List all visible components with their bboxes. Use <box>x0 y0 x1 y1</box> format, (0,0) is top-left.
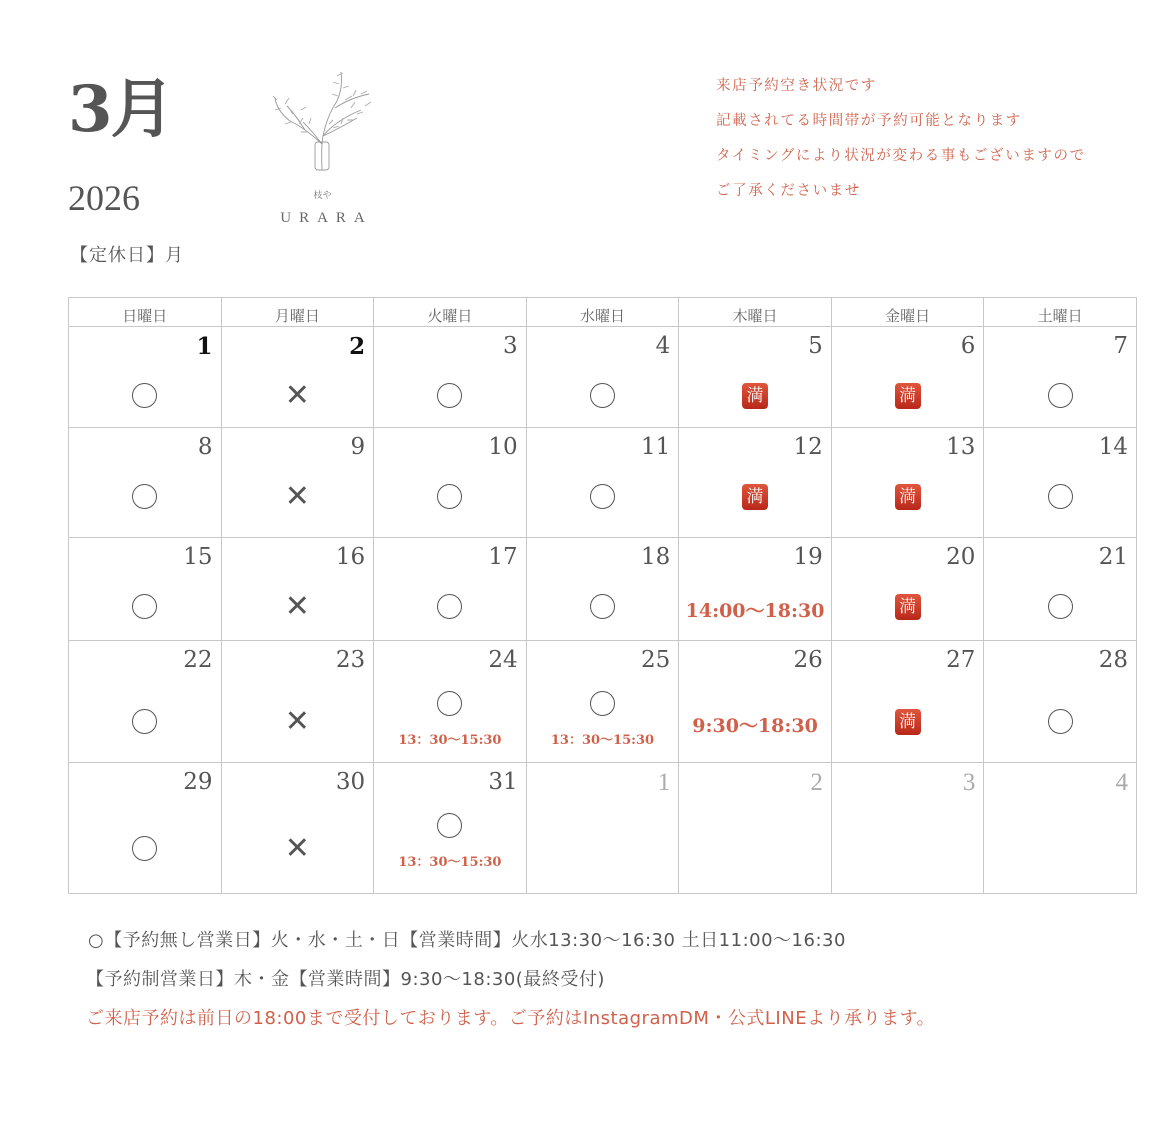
calendar-day-cell[interactable] <box>374 428 527 538</box>
time-note: 13：30〜15:30 <box>550 733 655 748</box>
day-number: 30 <box>335 769 366 795</box>
day-number: 24 <box>488 647 518 673</box>
calendar-day-cell[interactable] <box>679 327 832 428</box>
footer-info <box>88 928 935 1036</box>
available-mark <box>984 594 1136 623</box>
calendar-day-cell[interactable] <box>679 428 832 538</box>
notice-line: ご了承くださいませ <box>716 183 861 199</box>
reservation-days-info: 【予約制営業日】木・金【営業時間】9:30〜18:30(最終受付) <box>86 969 605 990</box>
day-number: 6 <box>960 333 976 359</box>
calendar-day-cell[interactable] <box>374 327 527 428</box>
calendar-day-cell[interactable] <box>831 428 984 538</box>
time-note: 13：30〜15:30 <box>398 733 502 748</box>
day-number: 22 <box>183 647 213 673</box>
fully-booked-mark <box>832 594 984 620</box>
available-time-slot: 14:00〜18:30 <box>685 600 825 622</box>
day-number: 17 <box>488 544 518 570</box>
calendar-week-row <box>69 763 1137 894</box>
circle-icon <box>1048 484 1073 509</box>
calendar-day-cell[interactable] <box>221 641 374 763</box>
logo-name: URARA <box>280 210 373 226</box>
fully-booked-mark <box>679 383 831 409</box>
calendar-day-cell[interactable] <box>984 641 1137 763</box>
available-mark <box>374 691 526 720</box>
available-mark <box>984 484 1136 513</box>
day-number: 21 <box>1098 544 1128 570</box>
notice-line: 記載されてる時間帯が予約可能となります <box>716 113 1022 129</box>
weekday-monday: 月曜日 <box>221 298 374 327</box>
calendar-day-cell[interactable] <box>69 327 222 428</box>
available-mark <box>69 836 221 865</box>
shop-logo <box>265 66 380 231</box>
circle-icon <box>590 484 615 509</box>
time-note: 13：30〜15:30 <box>398 855 502 870</box>
regular-holiday-label: 【定休日】月 <box>70 245 184 266</box>
circle-icon <box>437 691 462 716</box>
fully-booked-mark <box>679 484 831 510</box>
full-badge-icon: 満 <box>895 709 921 735</box>
day-number: 4 <box>655 333 671 359</box>
month-title: 3月 <box>68 72 173 147</box>
calendar-day-cell[interactable] <box>526 763 679 894</box>
day-number: 26 <box>793 647 823 673</box>
day-number: 18 <box>640 544 671 570</box>
cross-icon: ✕ <box>284 479 310 514</box>
calendar-week-row <box>69 538 1137 641</box>
day-number: 11 <box>640 434 671 460</box>
full-badge-icon: 満 <box>895 383 921 409</box>
day-number: 28 <box>1098 647 1128 673</box>
calendar-day-cell[interactable] <box>221 327 374 428</box>
cross-icon: ✕ <box>284 704 310 739</box>
day-number: 5 <box>808 333 823 359</box>
calendar-day-cell[interactable] <box>69 538 222 641</box>
calendar-day-cell[interactable] <box>831 538 984 641</box>
day-number: 1 <box>196 333 213 360</box>
available-mark <box>374 484 526 513</box>
available-mark <box>69 484 221 513</box>
calendar-day-cell[interactable] <box>374 538 527 641</box>
calendar-week-row <box>69 327 1137 428</box>
calendar-day-cell[interactable] <box>679 763 832 894</box>
full-badge-icon: 満 <box>895 594 921 620</box>
logo-subtitle: 枝や <box>313 191 332 201</box>
branch-in-vase-icon <box>265 66 380 186</box>
available-mark <box>374 594 526 623</box>
day-number: 16 <box>335 544 366 570</box>
weekday-saturday: 土曜日 <box>984 298 1137 327</box>
day-number: 13 <box>946 434 976 460</box>
closed-mark <box>222 704 374 739</box>
circle-icon <box>590 691 615 716</box>
calendar-day-cell[interactable] <box>221 538 374 641</box>
cross-icon: ✕ <box>284 378 310 413</box>
circle-icon <box>437 383 462 408</box>
circle-icon <box>437 813 462 838</box>
calendar-week-row <box>69 641 1137 763</box>
closed-mark <box>222 589 374 624</box>
available-mark <box>527 691 679 720</box>
reservation-deadline-info: ご来店予約は前日の18:00まで受付しております。ご予約はInstagramDM・公式LINEより承ります。 <box>86 1008 936 1029</box>
walk-in-days-info: ○【予約無し営業日】火・水・土・日【営業時間】火水13:30〜16:30 土日11:00〜16:30 <box>88 930 846 951</box>
day-number: 19 <box>793 544 823 570</box>
calendar-day-cell[interactable] <box>374 763 527 894</box>
day-number: 31 <box>488 769 518 795</box>
available-mark <box>374 813 526 842</box>
weekday-sunday: 日曜日 <box>69 298 222 327</box>
calendar-day-cell[interactable] <box>526 641 679 763</box>
day-number: 9 <box>350 434 366 460</box>
circle-icon <box>132 709 157 734</box>
day-number: 3 <box>962 769 976 796</box>
calendar-day-cell[interactable] <box>221 763 374 894</box>
calendar-day-cell[interactable] <box>984 538 1137 641</box>
circle-icon <box>132 383 157 408</box>
closed-mark <box>222 479 374 514</box>
year-label: 2026 <box>68 178 140 218</box>
day-number: 29 <box>183 769 213 795</box>
calendar-week-row <box>69 428 1137 538</box>
circle-icon <box>590 594 615 619</box>
available-mark <box>69 709 221 738</box>
availability-notice <box>716 76 1086 216</box>
day-number: 12 <box>793 434 823 460</box>
available-mark <box>984 709 1136 738</box>
day-number: 1 <box>657 769 671 796</box>
calendar-day-cell[interactable] <box>69 763 222 894</box>
calendar-day-cell[interactable] <box>831 641 984 763</box>
calendar-day-cell[interactable] <box>526 428 679 538</box>
notice-line: 来店予約空き状況です <box>716 78 877 94</box>
weekday-wednesday: 水曜日 <box>526 298 679 327</box>
fully-booked-mark <box>832 484 984 510</box>
day-number: 14 <box>1098 434 1128 460</box>
available-mark <box>527 594 679 623</box>
available-mark <box>527 383 679 412</box>
calendar-day-cell[interactable] <box>69 428 222 538</box>
circle-icon <box>132 484 157 509</box>
circle-icon <box>437 484 462 509</box>
day-number: 15 <box>183 544 213 570</box>
circle-icon <box>132 594 157 619</box>
calendar-day-cell[interactable] <box>831 327 984 428</box>
calendar-day-cell[interactable] <box>374 641 527 763</box>
closed-mark <box>222 831 374 866</box>
available-time-slot: 9:30〜18:30 <box>692 715 818 737</box>
calendar-day-cell[interactable] <box>984 763 1137 894</box>
circle-icon <box>437 594 462 619</box>
full-badge-icon: 満 <box>742 484 768 510</box>
cross-icon: ✕ <box>284 589 310 624</box>
day-number: 25 <box>640 647 671 673</box>
day-number: 7 <box>1113 333 1128 359</box>
available-mark <box>527 484 679 513</box>
calendar-day-cell[interactable] <box>984 327 1137 428</box>
full-badge-icon: 満 <box>895 484 921 510</box>
available-mark <box>69 383 221 412</box>
reservation-calendar <box>68 297 1137 894</box>
weekday-tuesday: 火曜日 <box>374 298 527 327</box>
weekday-thursday: 木曜日 <box>679 298 832 327</box>
calendar-day-cell[interactable] <box>526 327 679 428</box>
day-number: 20 <box>946 544 976 570</box>
calendar-day-cell[interactable] <box>69 641 222 763</box>
notice-line: タイミングにより状況が変わる事もございますので <box>716 148 1086 164</box>
calendar-day-cell[interactable] <box>679 641 832 763</box>
day-number: 2 <box>810 769 823 796</box>
day-number: 2 <box>349 333 366 360</box>
circle-icon <box>1048 383 1073 408</box>
calendar-day-cell[interactable] <box>984 428 1137 538</box>
day-number: 4 <box>1115 769 1128 796</box>
circle-icon <box>1048 594 1073 619</box>
day-number: 10 <box>488 434 518 460</box>
available-mark <box>984 383 1136 412</box>
full-badge-icon: 満 <box>742 383 768 409</box>
circle-icon <box>132 836 157 861</box>
day-number: 27 <box>946 647 976 673</box>
closed-mark <box>222 378 374 413</box>
circle-icon <box>590 383 615 408</box>
calendar-day-cell[interactable] <box>221 428 374 538</box>
available-mark <box>69 594 221 623</box>
calendar-day-cell[interactable] <box>526 538 679 641</box>
circle-icon <box>1048 709 1073 734</box>
available-mark <box>374 383 526 412</box>
fully-booked-mark <box>832 709 984 735</box>
weekday-header-row <box>69 298 1137 327</box>
day-number: 23 <box>335 647 366 673</box>
day-number: 8 <box>197 434 213 460</box>
calendar-day-cell[interactable] <box>679 538 832 641</box>
day-number: 3 <box>503 333 518 359</box>
weekday-friday: 金曜日 <box>831 298 984 327</box>
cross-icon: ✕ <box>284 831 310 866</box>
calendar-day-cell[interactable] <box>831 763 984 894</box>
fully-booked-mark <box>832 383 984 409</box>
